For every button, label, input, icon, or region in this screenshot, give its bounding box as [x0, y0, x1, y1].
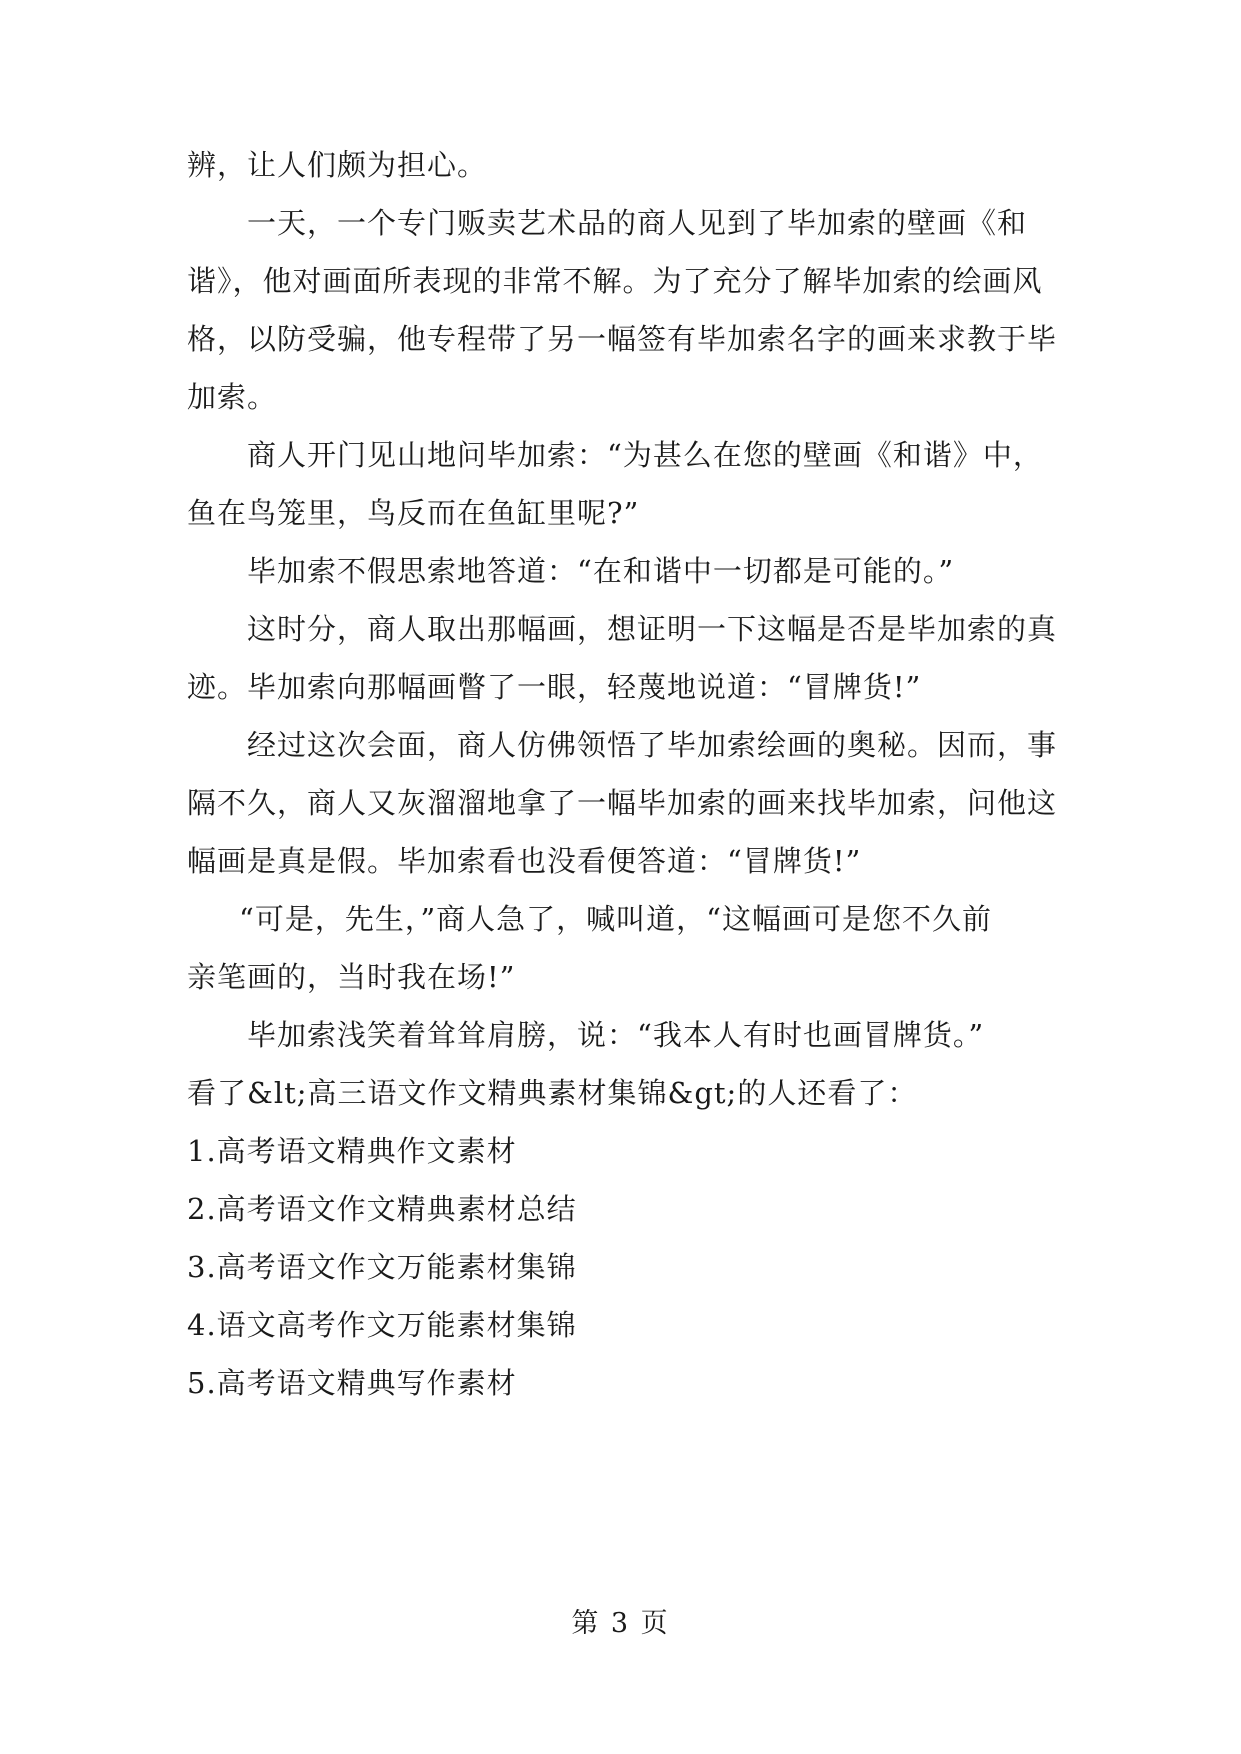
related-item[interactable]: 5.高考语文精典写作素材	[187, 1366, 517, 1400]
page-number: 第 3 页	[571, 1608, 670, 1639]
related-item[interactable]: 4.语文高考作文万能素材集锦	[187, 1308, 577, 1342]
paragraph-line: 亲笔画的，当时我在场!”	[187, 960, 516, 994]
related-item[interactable]: 3.高考语文作文万能素材集锦	[187, 1250, 577, 1284]
paragraph-line: 幅画是真是假。毕加索看也没看便答道：“冒牌货!”	[187, 844, 862, 878]
paragraph-line: 辨，让人们颇为担心。	[187, 148, 488, 182]
paragraph-line: 迹。毕加索向那幅画瞥了一眼，轻蔑地说道：“冒牌货!”	[187, 670, 922, 704]
paragraph-line: 这时分，商人取出那幅画，想证明一下这幅是否是毕加索的真	[247, 612, 1058, 646]
paragraph-line: 谐》，他对画面所表现的非常不解。为了充分了解毕加索的绘画风	[187, 264, 1043, 298]
paragraph-line: 格，以防受骗，他专程带了另一幅签有毕加索名字的画来求教于毕	[187, 322, 1058, 356]
paragraph-line: 隔不久，商人又灰溜溜地拿了一幅毕加索的画来找毕加索，问他这	[187, 786, 1058, 820]
paragraph-line: 经过这次会面，商人仿佛领悟了毕加索绘画的奥秘。因而，事	[247, 728, 1058, 762]
related-item[interactable]: 2.高考语文作文精典素材总结	[187, 1192, 577, 1226]
paragraph-line: “可是，先生，”商人急了，喊叫道，“这幅画可是您不久前	[239, 902, 992, 936]
paragraph-line: 一天，一个专门贩卖艺术品的商人见到了毕加索的壁画《和	[247, 206, 1028, 240]
related-item[interactable]: 1.高考语文精典作文素材	[187, 1134, 517, 1168]
paragraph-line: 商人开门见山地问毕加索：“为甚么在您的壁画《和谐》中，	[247, 438, 1043, 472]
paragraph-line: 加索。	[187, 380, 278, 414]
paragraph-line: 毕加索浅笑着耸耸肩膀，说：“我本人有时也画冒牌货。”	[247, 1018, 985, 1052]
related-heading: 看了&lt;高三语文作文精典素材集锦&gt;的人还看了：	[187, 1076, 918, 1110]
paragraph-line: 毕加索不假思索地答道：“在和谐中一切都是可能的。”	[247, 554, 955, 588]
paragraph-line: 鱼在鸟笼里，鸟反而在鱼缸里呢?”	[187, 496, 640, 530]
